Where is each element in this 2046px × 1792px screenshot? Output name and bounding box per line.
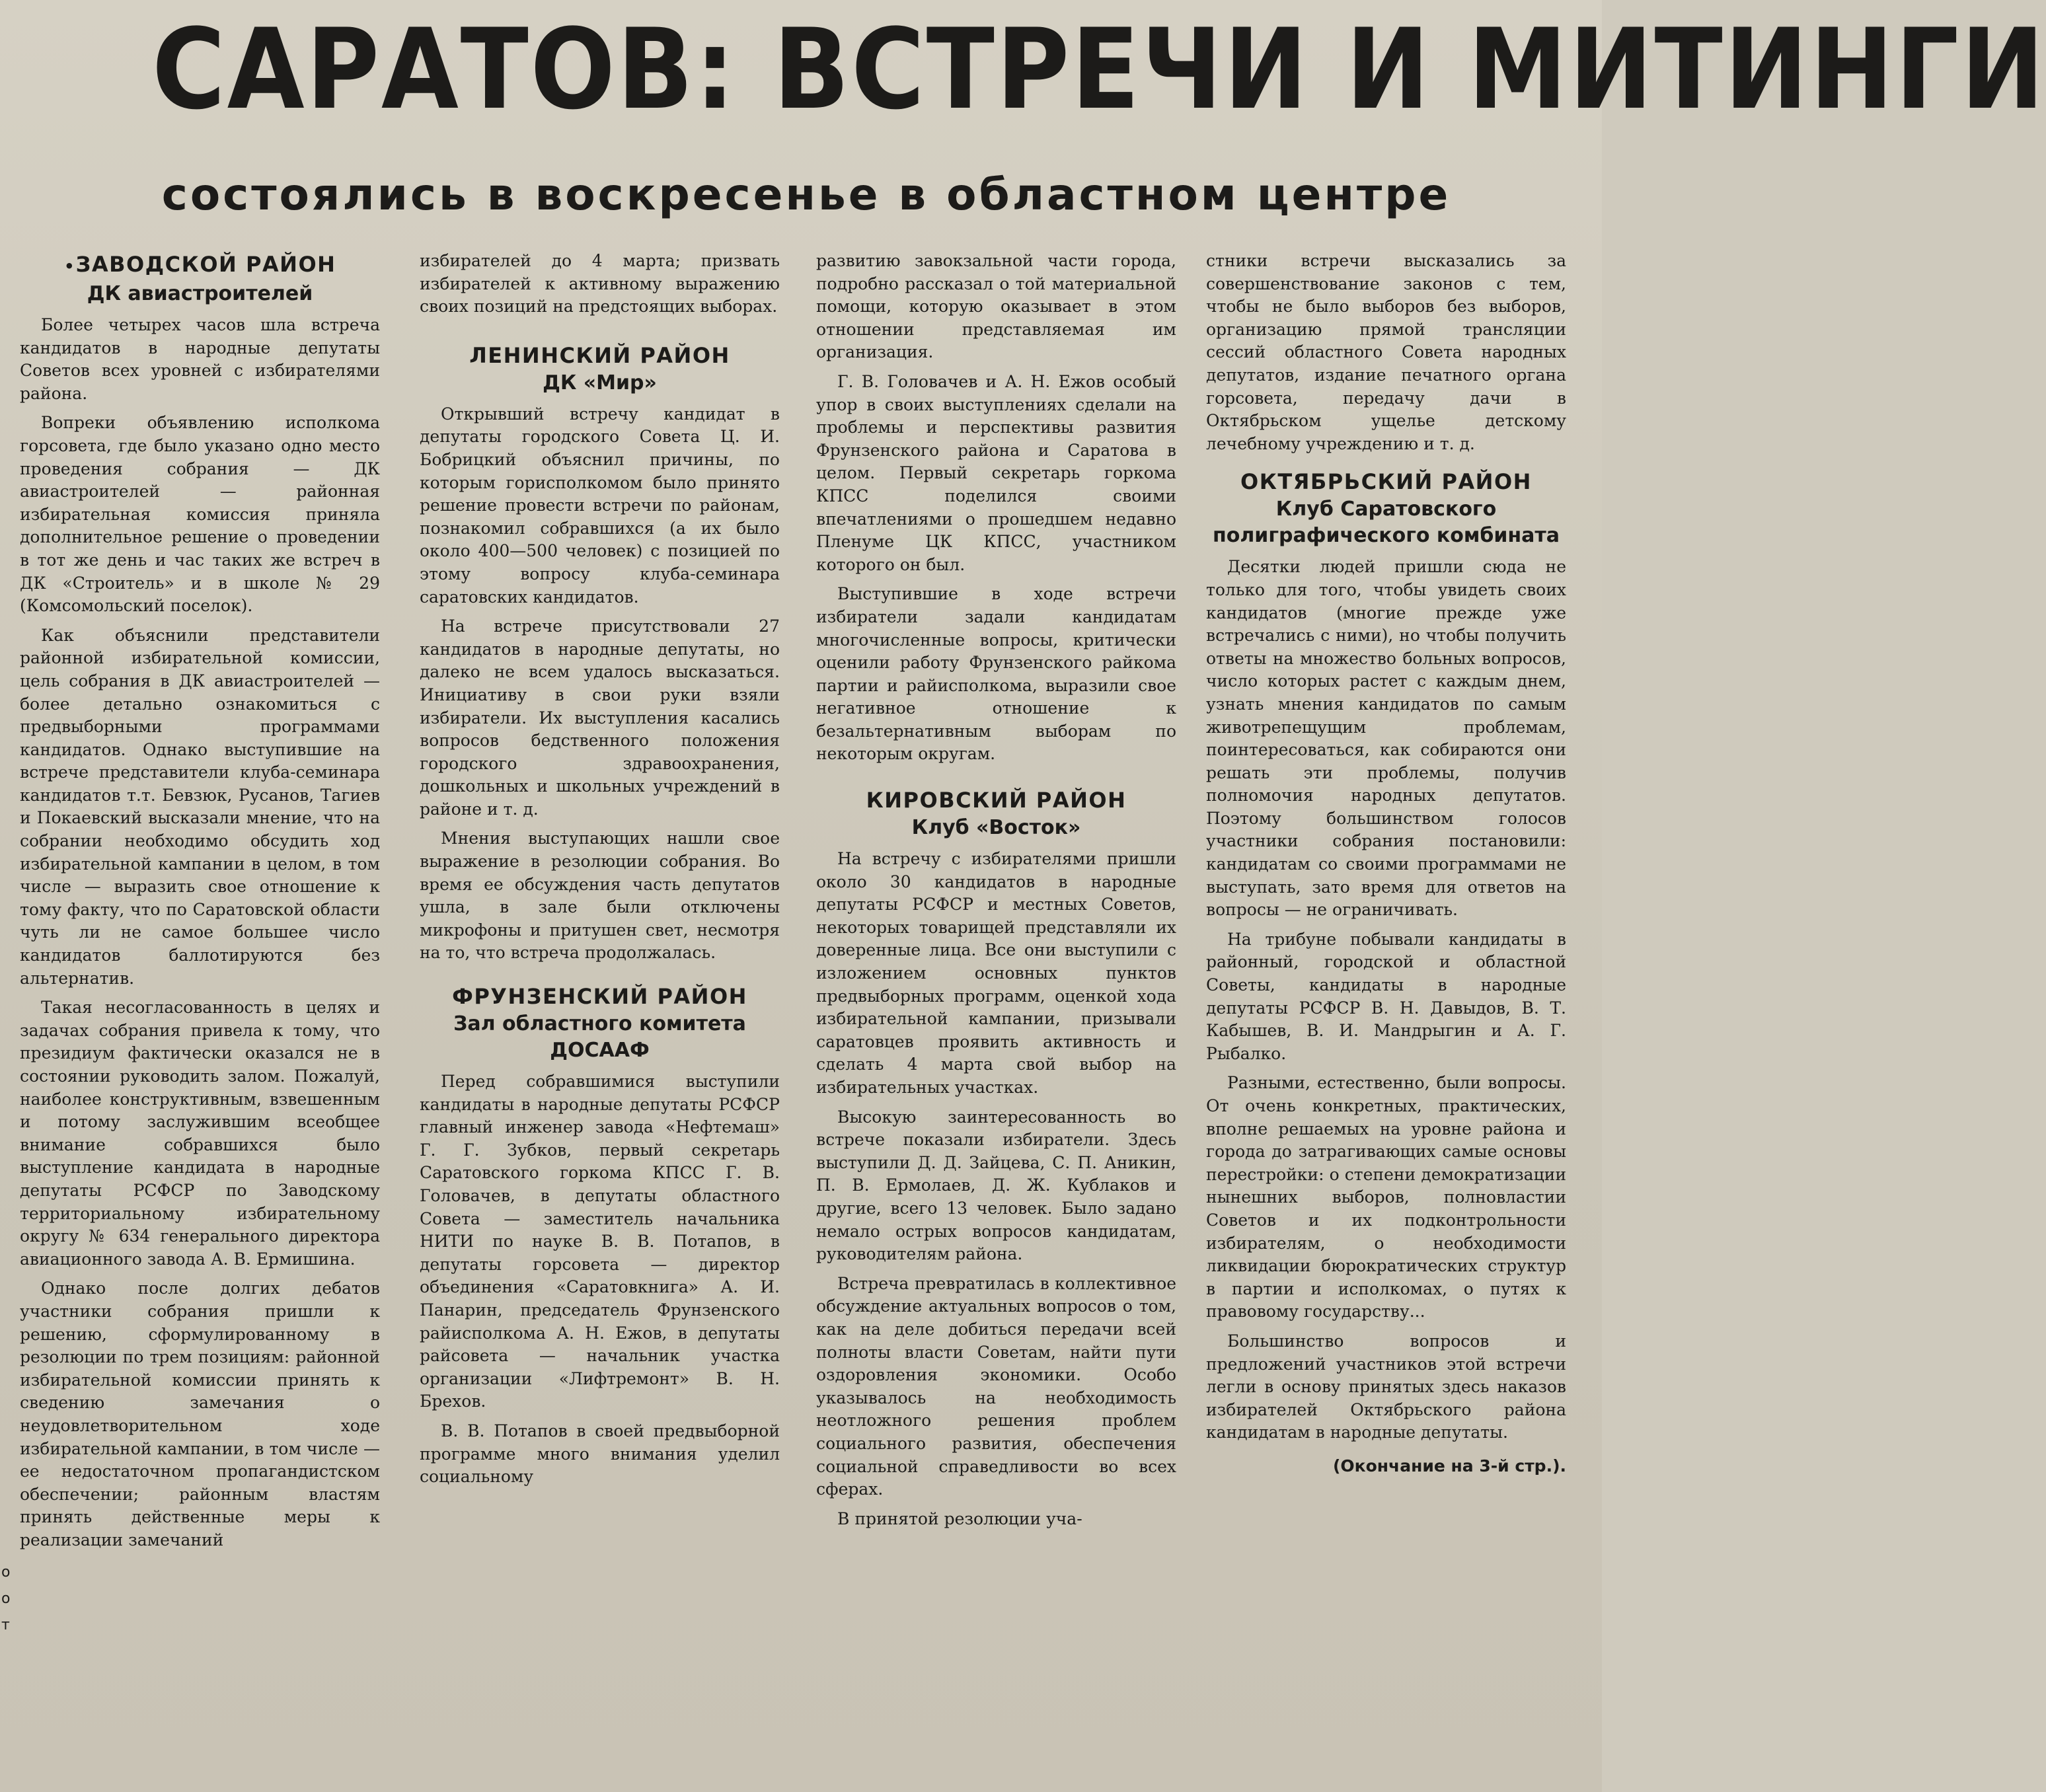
margin-glyph: т [1, 1617, 10, 1633]
article-paragraph: Десятки людей пришли сюда не только для того, чтобы увидеть своих кандидатов (многие прежде уже встречались с ними), но чтобы получить ответы на множество больных вопросов, число которых растет с каждым днем, узнать мнения кандидатов по самым животрепещущим проблемам, поинтересоваться, как собираются они решать эти проблемы, получив полномочия народных депутатов. Поэтому большинством голосов участники собрания постановили: кандидатам со своими программами не выступать, зато время для ответов на вопросы — не ограничивать. [1206, 557, 1566, 920]
bullet-icon: • [64, 257, 75, 276]
section-heading-leninsky: ЛЕНИНСКИЙ РАЙОН [469, 342, 730, 368]
venue-heading: ДК «Мир» [543, 371, 657, 394]
section-heading-frunzensky: ФРУНЗЕНСКИЙ РАЙОН [452, 984, 747, 1010]
article-paragraph: Большинство вопросов и предложений участников этой встречи легли в основу принятых здесь наказов избирателей Октябрьского района кандидатам в народные депутаты. [1206, 1331, 1566, 1442]
venue-heading: Зал областного комитета ДОСААФ [453, 1012, 746, 1063]
article-paragraph-continuation: стники встречи высказались за совершенствование законов с тем, чтобы не было выборов без выборов, организацию прямой трансляции сессий областного Совета народных депутатов, издание печатного органа горсовета, передачу дачи в Октябрьском ущелье детскому лечебному учреждению и т. д. [1206, 251, 1566, 453]
article-paragraph-continuation: избирателей до 4 марта; призвать избирателей к активному выражению своих позиций на предстоящих выборах. [420, 251, 780, 317]
venue-heading: Клуб «Восток» [911, 816, 1081, 840]
article-paragraph: Перед собравшимися выступили кандидаты в народные депутаты РСФСР главный инженер завода «Нефтемаш» Г. Г. Зубков, первый секретарь Саратовского горкома КПСС Г. В. Головачев, в депутаты областного Совета — заместитель начальника НИТИ по науке В. В. Потапов, в депутаты горсовета — директор объединения «Саратовкнига» А. И. Панарин, председатель Фрунзенского райисполкома А. Н. Ежов, в депутаты райсовета — начальник участка организации «Лифтремонт» В. Н. Брехов. [420, 1072, 780, 1411]
column-frunzensky-kirovsky [816, 250, 1176, 1783]
column-leninsky-frunzensky [420, 250, 780, 1783]
venue-heading: ДК авиастроителей [87, 282, 313, 305]
section-heading-oktyabrsky: ОКТЯБРЬСКИЙ РАЙОН [1240, 469, 1532, 495]
article-paragraph: Разными, естественно, были вопросы. От очень конкретных, практических, вполне решаемых на уровне района и города до затрагивающих самые основы перестройки: о степени демократизации нынешних выборов, полновластии Советов и их подконтрольности избирателям, о необходимости ликвидации бюрократических структур в партии и исполкомах, о путях к правовому государству... [1206, 1073, 1566, 1322]
article-paragraph: Встреча превратилась в коллективное обсуждение актуальных вопросов о том, как на деле добиться передачи всей полноты власти Советам, найти пути оздоровления экономики. Особо указывалось на необходимость неотложного решения проблем социального развития, обеспечения социальной справедливости во всех сферах. [816, 1273, 1176, 1499]
margin-glyph: о [1, 1590, 11, 1607]
article-paragraph: Выступившие в ходе встречи избиратели задали кандидатам многочисленные вопросы, критически оценили работу Фрунзенского райкома партии и райисполкома, выразили свое негативное отношение к безальтернативным выборам по некоторым округам. [816, 584, 1176, 764]
article-paragraph: Г. В. Головачев и А. Н. Ежов особый упор в своих выступлениях сделали на проблемы и перспективы развития Фрунзенского района и Саратова в целом. Первый секретарь горкома КПСС поделился своими впечатлениями о прошедшем недавно Пленуме ЦК КПСС, участником которого он был. [816, 371, 1176, 574]
article-paragraph: Как объяснили представители районной избирательной комиссии, цель собрания в ДК авиастроителей — более детально ознакомиться с предвыборными программами кандидатов. Однако выступившие на встрече представители клуба-семинара кандидатов т.т. Бевзюк, Русанов, Тагиев и Покаевский высказали мнение, что на собрании необходимо обсудить ход избирательной кампании в целом, в том числе — выразить свое отношение к тому факту, что по Саратовской области чуть ли не самое большее число кандидатов баллотируются без альтернатив. [20, 625, 380, 988]
margin-glyph: о [1, 1564, 11, 1581]
article-paragraph: Более четырех часов шла встреча кандидатов в народные депутаты Советов всех уровней с избирателями района. [20, 315, 380, 403]
article-paragraph-continuation: развитию завокзальной части города, подробно рассказал о той материальной помощи, которую оказывает в этом отношении представляемая им организация. [816, 251, 1176, 362]
article-paragraph: На встречу с избирателями пришли около 30 кандидатов в народные депутаты РСФСР и местных Советов, некоторых товарищей представляли их доверенные лица. Все они выступили с изложением основных пунктов предвыборных программ, оценкой хода избирательной кампании, призывали саратовцев проявить активность и сделать 4 марта свой выбор на избирательных участках. [816, 849, 1176, 1097]
article-paragraph: В принятой резолюции уча- [837, 1509, 1082, 1528]
headline: САРАТОВ: ВСТРЕЧИ И МИТИНГИ [152, 5, 2046, 134]
article-paragraph: На трибуне побывали кандидаты в районный, городской и областной Советы, кандидаты в народные депутаты РСФСР В. Н. Давыдов, В. Т. Кабышев, В. И. Мандрыгин и А. Г. Рыбалко. [1206, 929, 1566, 1063]
article-paragraph: В. В. Потапов в своей предвыборной программе много внимания уделил социальному [420, 1421, 780, 1487]
left-margin-cut-text [1, 1559, 12, 1639]
article-paragraph: Такая несогласованность в целях и задачах собрания привела к тому, что президиум фактически оказался не в состоянии руководить залом. Пожалуй, наиболее конструктивным, взвешенным и потому заслужившим всеобщее внимание собравшихся было выступление кандидата в народные депутаты РСФСР по Заводскому территориальному избирательному округу № 634 генерального директора авиационного завода А. В. Ермишина. [20, 998, 380, 1269]
section-heading-kirovsky: КИРОВСКИЙ РАЙОН [866, 788, 1127, 813]
venue-heading: Клуб Саратовского полиграфического комбината [1213, 498, 1560, 548]
continuation-note: (Окончание на 3-й стр.). [1332, 1456, 1566, 1475]
article-paragraph: На встрече присутствовали 27 кандидатов в народные депутаты, но далеко не всем удалось высказаться. Инициативу в свои руки взяли избиратели. Их выступления касались вопросов бедственного положения городского здравоохранения, дошкольных и школьных учреждений в районе и т. д. [420, 616, 780, 819]
article-paragraph: Высокую заинтересованность во встрече показали избиратели. Здесь выступили Д. Д. Зайцева, С. П. Аникин, П. В. Ермолаев, Д. Ж. Кублаков и другие, всего 13 человек. Было задано немало острых вопросов кандидатам, руководителям района. [816, 1107, 1176, 1264]
section-heading-text: ЗАВОДСКОЙ РАЙОН [75, 252, 336, 277]
article-paragraph: Мнения выступающих нашли свое выражение в резолюции собрания. Во время ее обсуждения часть депутатов ушла, в зале были отключены микрофоны и притушен свет, несмотря на то, что встреча продолжалась. [420, 829, 780, 963]
column-zavodskoy [20, 250, 380, 1783]
column-oktyabrsky [1206, 250, 1566, 1783]
article-paragraph: Вопреки объявлению исполкома горсовета, где было указано одно место проведения собрания — ДК авиастроителей — районная избирательная комиссия приняла дополнительное решение о проведении в тот же день и час таких же встреч в ДК «Строитель» и в школе № 29 (Комсомольский поселок). [20, 413, 380, 616]
subheadline: состоялись в воскресенье в областном центре [161, 169, 1451, 220]
article-paragraph: Открывший встречу кандидат в депутаты городского Совета Ц. И. Бобрицкий объяснил причины, по которым горисполкомом было принято решение провести встречи по районам, познакомил собравшихся (а их было около 400—500 человек) с позицией по этому вопросу клуба-семинара саратовских кандидатов. [420, 404, 780, 607]
section-heading-zavodskoy [20, 250, 380, 281]
article-paragraph: Однако после долгих дебатов участники собрания пришли к решению, сформулированному в резолюции по трем позициям: районной избирательной комиссии принять к сведению замечания о неудовлетворительном ходе избирательной кампании, в том числе — ее недостаточном пропагандистском обеспечении; районным властям принять действенные меры к реализации замечаний [20, 1279, 380, 1549]
